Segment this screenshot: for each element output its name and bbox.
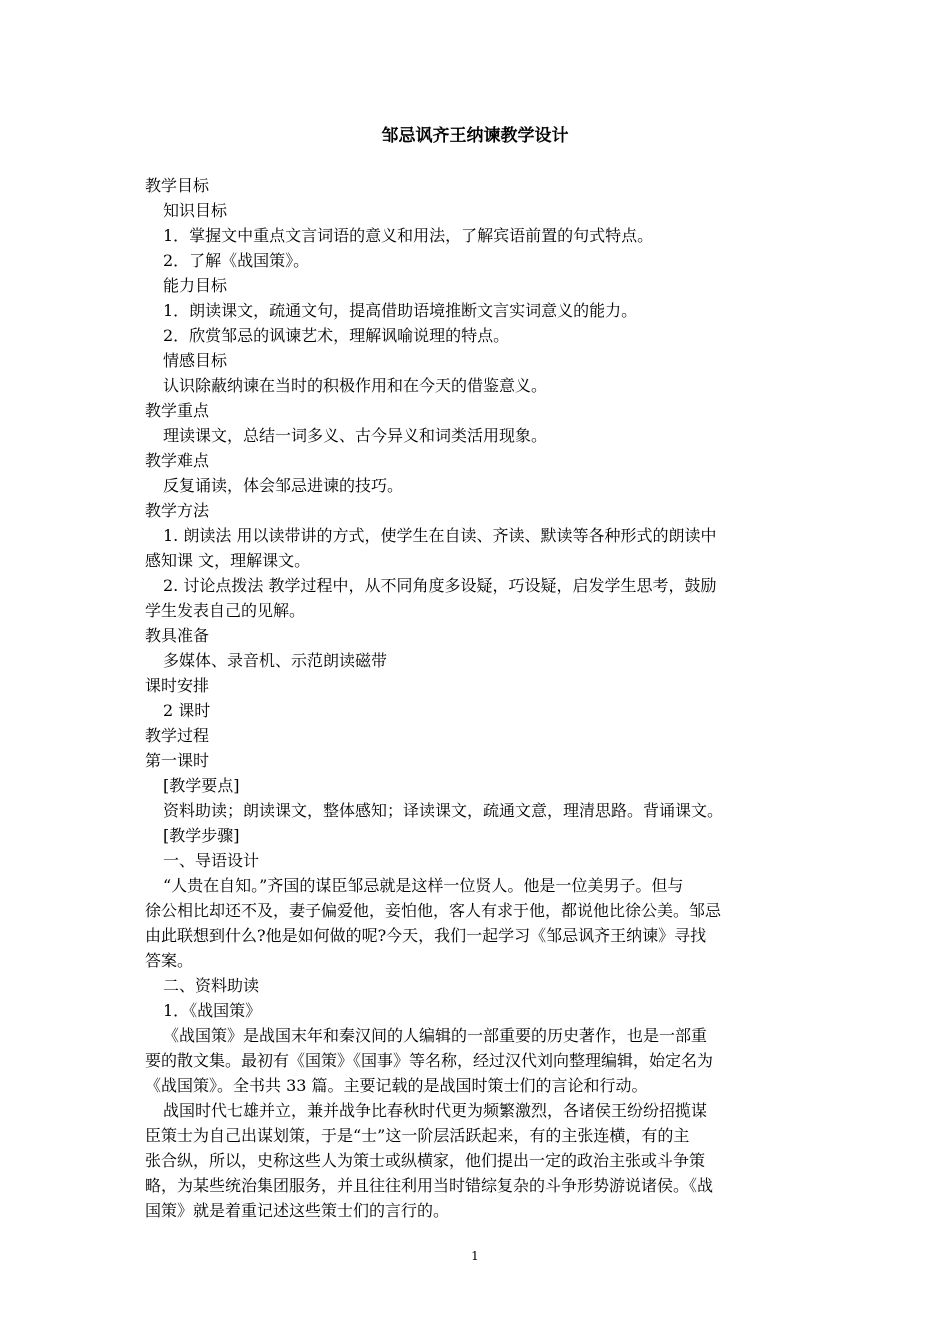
paragraph-line: 多媒体、录音机、示范朗读磁带 <box>163 651 388 670</box>
page-number: 1 <box>471 1249 479 1263</box>
paragraph-line: 臣策士为自己出谋划策，于是“士”这一阶层活跃起来，有的主张连横，有的主 <box>145 1126 690 1145</box>
list-item: 2. 讨论点拨法 教学过程中，从不同角度多设疑，巧设疑，启发学生思考，鼓励 <box>163 576 717 595</box>
heading-process: 教学过程 <box>145 726 210 745</box>
heading-tools: 教具准备 <box>145 626 210 645</box>
subheading-intro: 一、导语设计 <box>163 851 260 870</box>
heading-teaching-goals: 教学目标 <box>145 176 210 195</box>
subheading-emotion: 情感目标 <box>163 351 228 370</box>
paragraph-line: 感知课 文，理解课文。 <box>145 551 311 570</box>
subheading-materials: 二、资料助读 <box>163 976 260 995</box>
paragraph-line: 徐公相比却还不及，妻子偏爱他，妾怕他，客人有求于他，都说他比徐公美。邹忌 <box>145 901 722 920</box>
list-item: 2．欣赏邹忌的讽谏艺术，理解讽喻说理的特点。 <box>163 326 510 345</box>
paragraph-line: “人贵在自知。”齐国的谋臣邹忌就是这样一位贤人。他是一位美男子。但与 <box>163 876 684 895</box>
subheading-ability: 能力目标 <box>163 276 228 295</box>
paragraph-line: 《战国策》是战国末年和秦汉间的人编辑的一部重要的历史著作，也是一部重 <box>163 1026 708 1045</box>
list-item: 1．掌握文中重点文言词语的意义和用法，了解宾语前置的句式特点。 <box>163 226 654 245</box>
heading-key-points: 教学重点 <box>145 401 210 420</box>
paragraph-line: 认识除蔽纳谏在当时的积极作用和在今天的借鉴意义。 <box>163 376 548 395</box>
paragraph-line: 张合纵，所以，史称这些人为策士或纵横家，他们提出一定的政治主张或斗争策 <box>145 1151 706 1170</box>
subheading-steps: [教学步骤] <box>163 826 240 845</box>
paragraph-line: 学生发表自己的见解。 <box>145 601 306 620</box>
paragraph-line: 国策》就是着重记述这些策士们的言行的。 <box>145 1201 450 1220</box>
document-title: 邹忌讽齐王纳谏教学设计 <box>381 126 569 146</box>
paragraph-line: 资料助读；朗读课文，整体感知；译读课文，疏通文意，理清思路。背诵课文。 <box>163 801 724 820</box>
subheading-knowledge: 知识目标 <box>163 201 228 220</box>
heading-difficulties: 教学难点 <box>145 451 210 470</box>
heading-first-lesson: 第一课时 <box>145 751 210 770</box>
paragraph-line: 理读课文，总结一词多义、古今异义和词类活用现象。 <box>163 426 548 445</box>
list-item: 2．了解《战国策》。 <box>163 251 310 270</box>
paragraph-line: 要的散文集。最初有《国策》《国事》等名称，经过汉代刘向整理编辑，始定名为 <box>145 1051 714 1070</box>
paragraph-line: 《战国策》。全书共 33 篇。主要记载的是战国时策士们的言论和行动。 <box>145 1076 648 1095</box>
paragraph-line: 反复诵读，体会邹忌进谏的技巧。 <box>163 476 404 495</box>
paragraph-line: 略，为某些统治集团服务，并且往往利用当时错综复杂的斗争形势游说诸侯。《战 <box>145 1176 714 1195</box>
paragraph-line: 战国时代七雄并立，兼并战争比春秋时代更为频繁激烈，各诸侯王纷纷招揽谋 <box>163 1101 708 1120</box>
list-item: 1．朗读课文，疏通文句，提高借助语境推断文言实词意义的能力。 <box>163 301 638 320</box>
list-item: 1. 朗读法 用以读带讲的方式，使学生在自读、齐读、默读等各种形式的朗读中 <box>163 526 717 545</box>
paragraph-line: 答案。 <box>145 951 194 970</box>
list-item: 1．《战国策》 <box>163 1001 262 1020</box>
heading-methods: 教学方法 <box>145 501 210 520</box>
heading-schedule: 课时安排 <box>145 676 210 695</box>
subheading-key-points: [教学要点] <box>163 776 240 795</box>
paragraph-line: 2 课时 <box>163 701 211 720</box>
paragraph-line: 由此联想到什么?他是如何做的呢?今天，我们一起学习《邹忌讽齐王纳谏》寻找 <box>145 926 707 945</box>
